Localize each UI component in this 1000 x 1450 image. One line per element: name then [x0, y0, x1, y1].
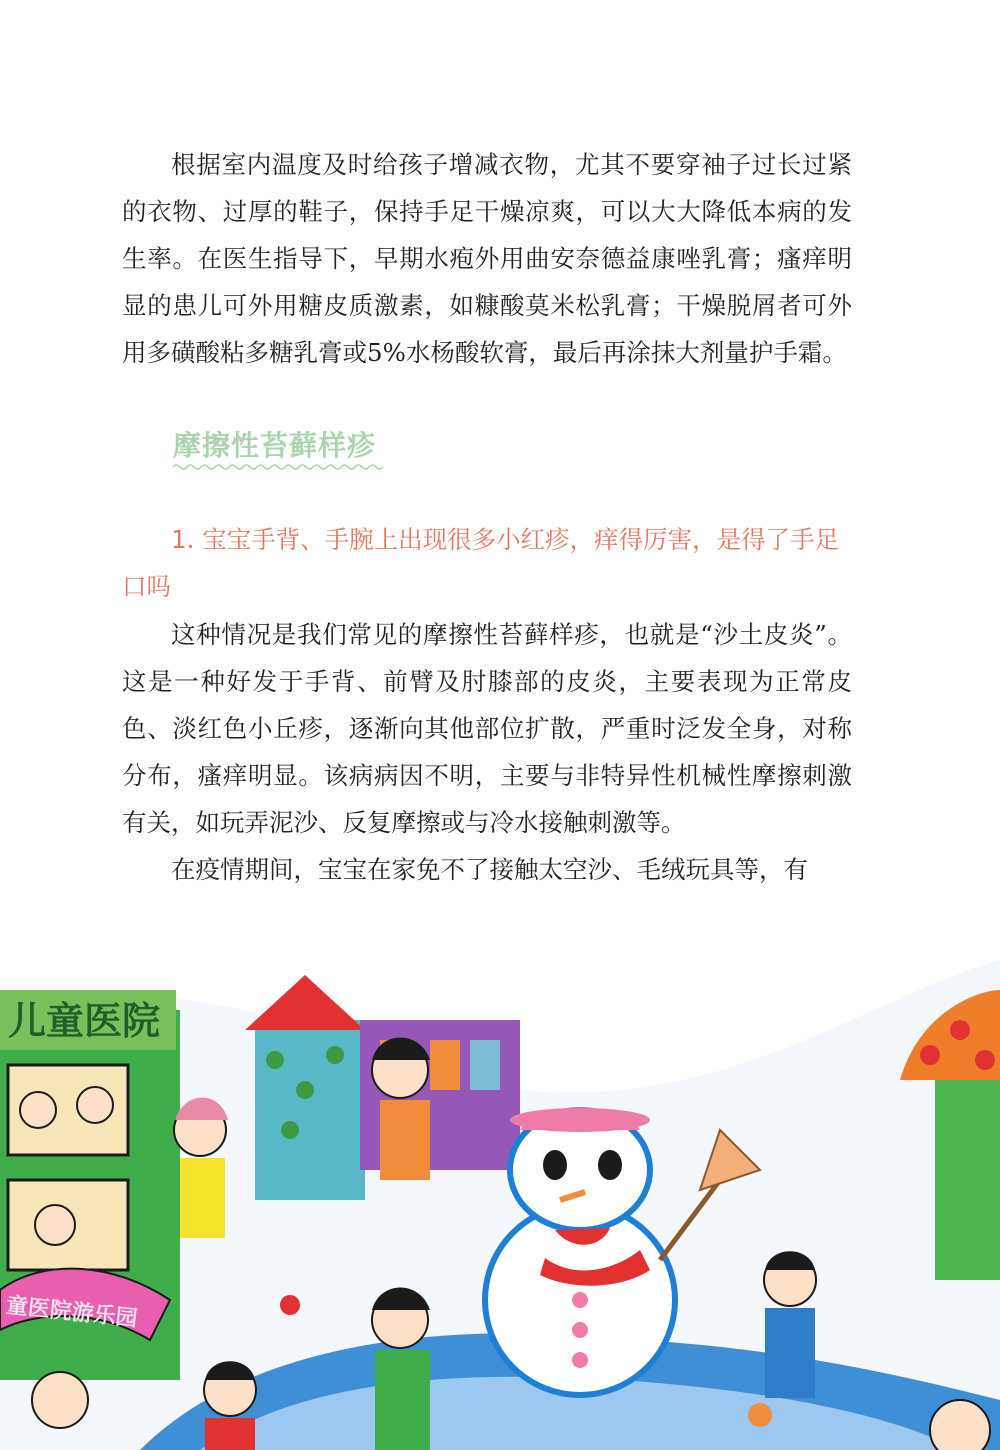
- body-paragraph-3: 在疫情期间，宝宝在家免不了接触太空沙、毛绒玩具等，有: [171, 855, 808, 884]
- banner-text: 童医院游乐园: [4, 1293, 139, 1332]
- section-title: 摩擦性苔藓样疹: [173, 429, 377, 462]
- question-heading: 1. 宝宝手背、手腕上出现很多小红疹，痒得厉害，是得了手足口吗: [122, 525, 840, 601]
- body-paragraph-2: 这种情况是我们常见的摩擦性苔藓样疹，也就是“沙土皮炎”。这是一种好发于手背、前臂及肘膝部的皮炎，主要表现为正常皮色、淡红色小丘疹，逐渐向其他部位扩散，严重时泛发全身，对称分布，瘙痒明显。该病病因不明，主要与非特异性机械性摩擦刺激有关，如玩弄泥沙、反复摩擦或与冷水接触刺激等。: [122, 620, 852, 837]
- hospital-sign-text: 儿童医院: [8, 999, 161, 1043]
- body-paragraph-1: 根据室内温度及时给孩子增减衣物，尤其不要穿袖子过长过紧的衣物、过厚的鞋子，保持手足干燥凉爽，可以大大降低本病的发生率。在医生指导下，早期水疱外用曲安奈德益康唑乳膏；瘙痒明显的患儿可外用糖皮质激素，如糠酸莫米松乳膏；干燥脱屑者可外用多磺酸粘多糖乳膏或5%水杨酸软膏，最后再涂抹大剂量护手霜。: [122, 150, 852, 367]
- childrens-drawing-illustration: [0, 960, 1000, 1450]
- title-wavy-underline: [173, 462, 388, 472]
